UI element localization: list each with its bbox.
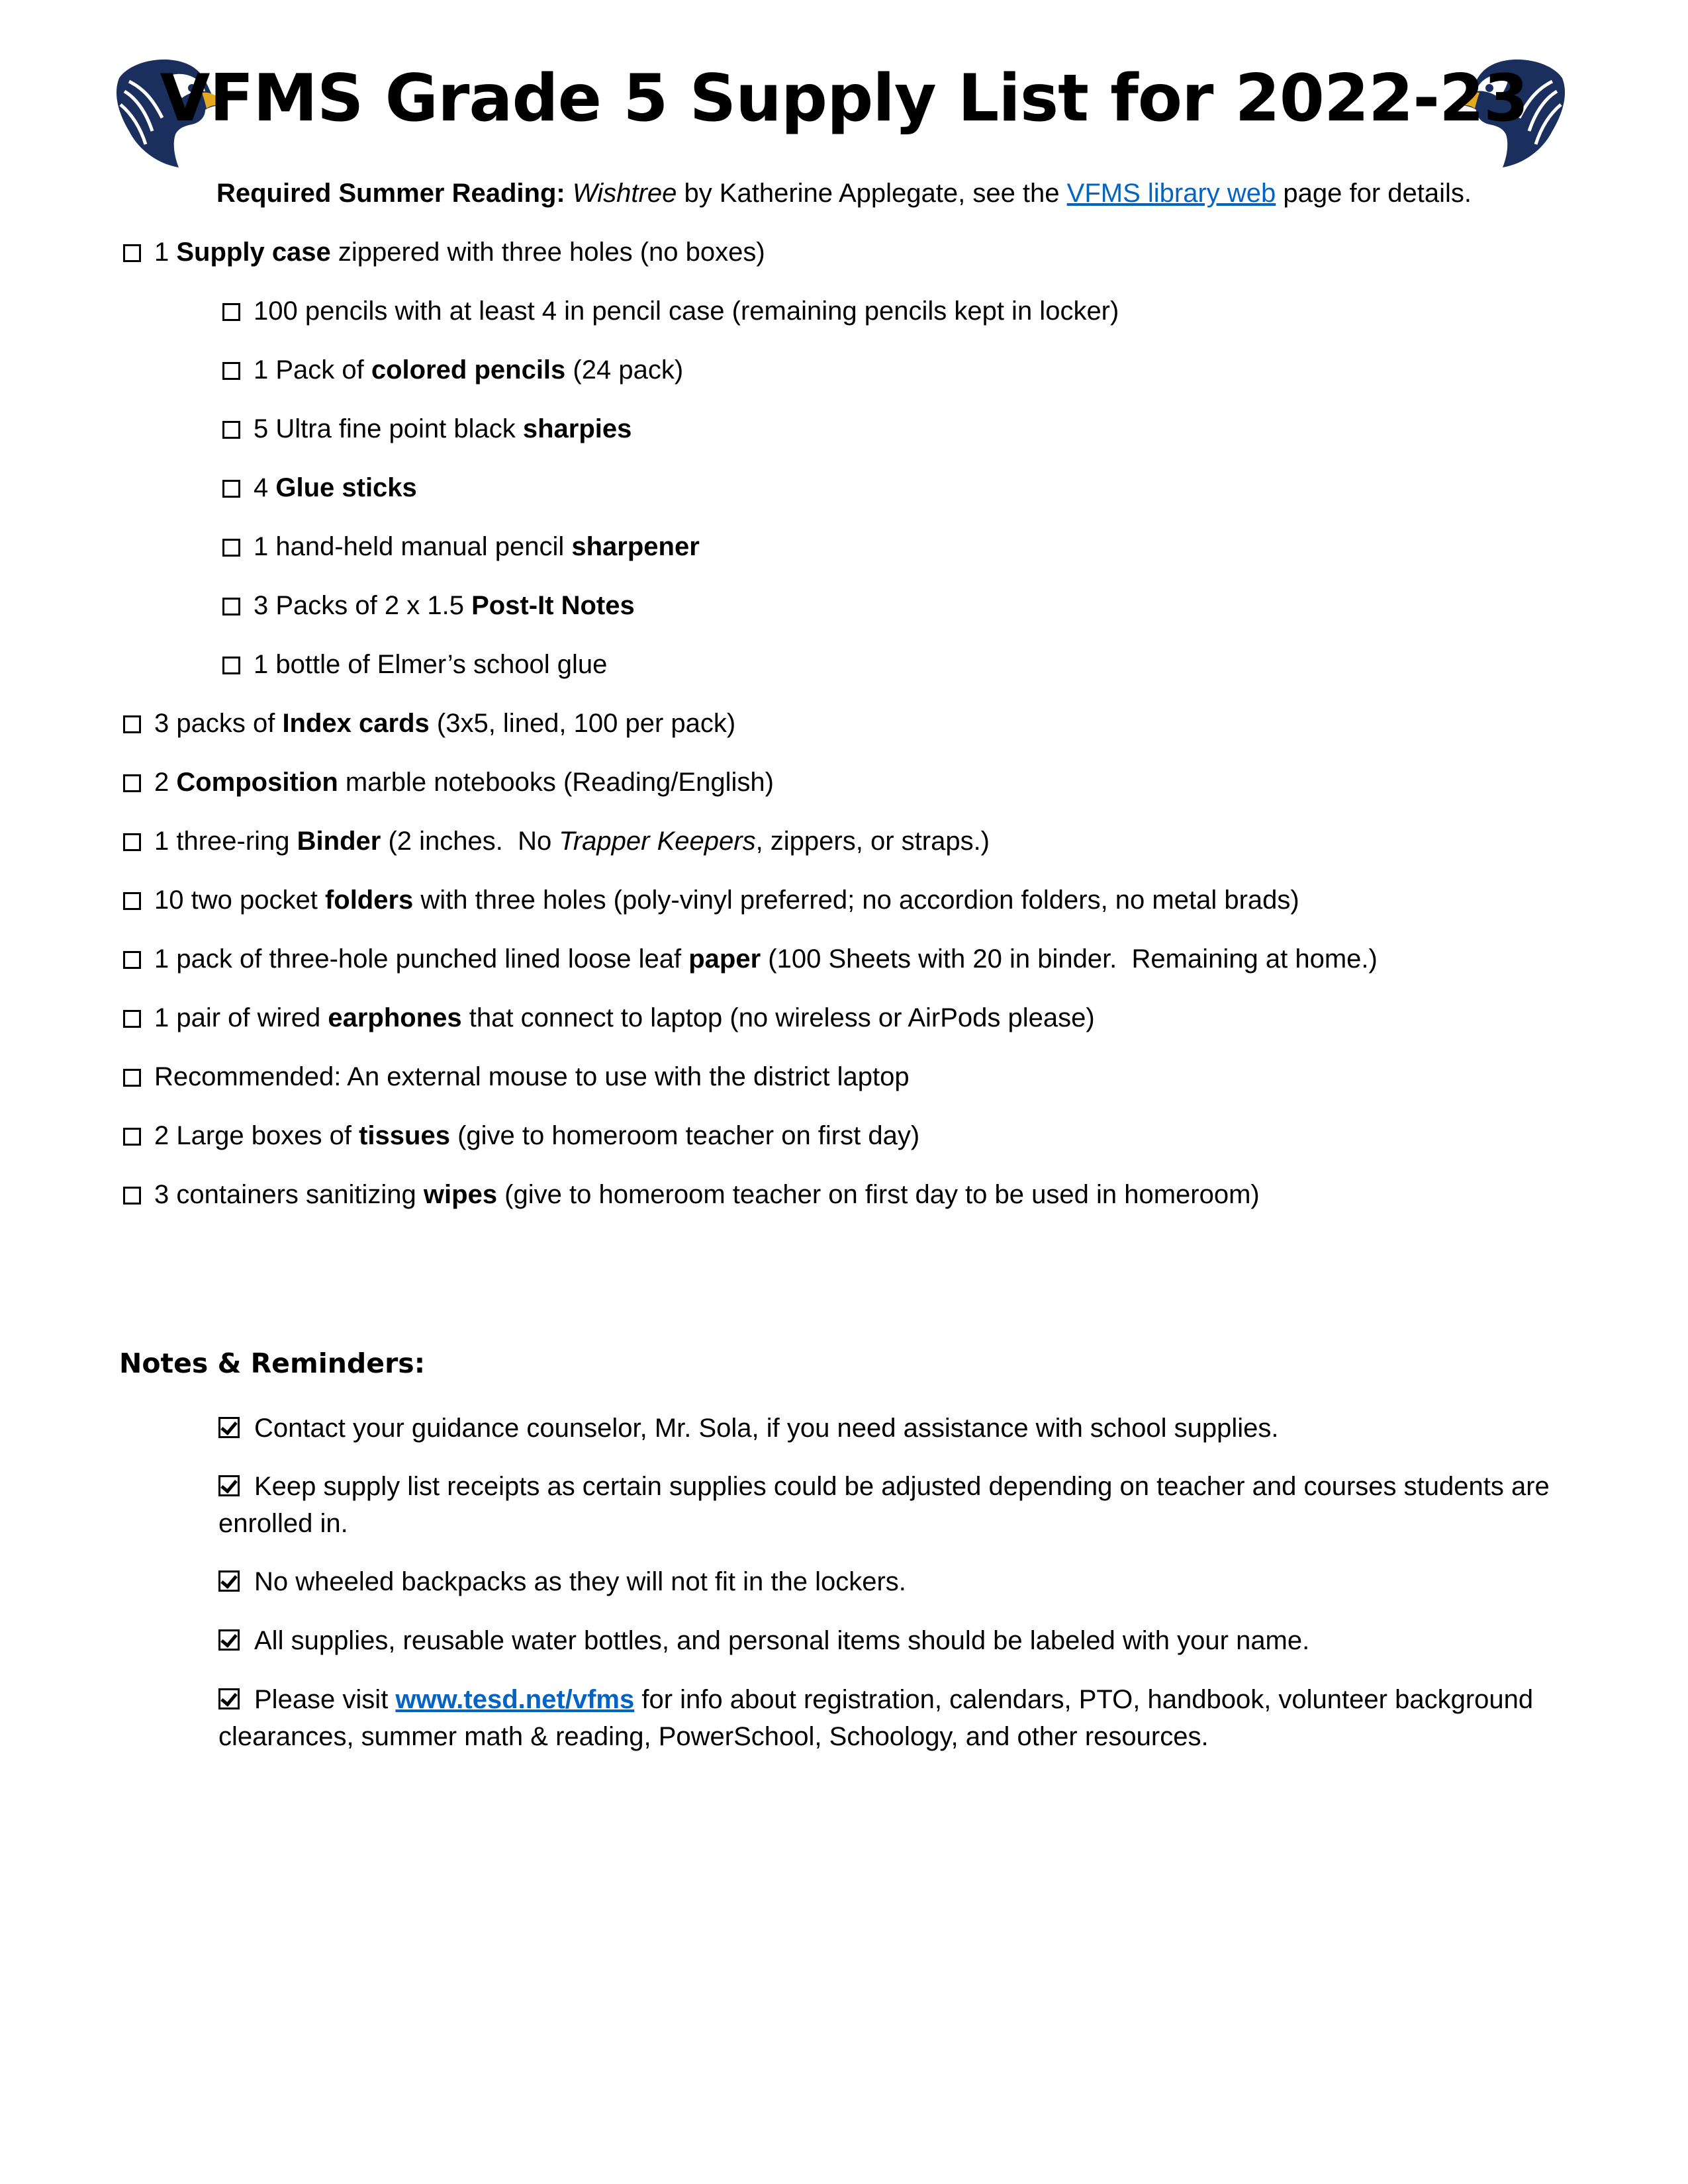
item-text: 3 packs of <box>154 709 283 738</box>
checkbox[interactable] <box>123 715 141 733</box>
list-item-wipes <box>123 1177 1260 1212</box>
list-item-composition <box>123 765 774 799</box>
item-bold: folders <box>324 886 414 915</box>
checkbox[interactable] <box>222 598 240 615</box>
checkbox[interactable] <box>222 480 240 498</box>
list-item-binder <box>123 824 990 858</box>
list-item-supply-case <box>123 235 765 269</box>
note-backpacks <box>218 1563 1575 1600</box>
list-item-elmers-glue <box>222 647 607 682</box>
checkbox[interactable] <box>123 244 141 262</box>
item-text: marble notebooks (Reading/English) <box>338 768 774 797</box>
item-bold: earphones <box>328 1003 462 1032</box>
list-item-earphones <box>123 1001 1095 1035</box>
checkbox[interactable] <box>123 1069 141 1087</box>
list-item-mouse <box>123 1060 910 1094</box>
list-item-sharpies <box>222 412 632 446</box>
checked-box-icon <box>218 1570 240 1592</box>
checkbox[interactable] <box>123 892 141 910</box>
item-text: 1 pack of three-hole punched lined loose leaf <box>154 944 689 974</box>
item-text: that connect to laptop (no wireless or AirPods please) <box>461 1003 1095 1032</box>
list-item-glue-sticks <box>222 471 417 505</box>
checkbox[interactable] <box>222 657 240 674</box>
item-bold: Binder <box>297 827 381 856</box>
summer-reading-text: by Katherine Applegate, see the <box>677 179 1067 208</box>
item-text: (give to homeroom teacher on first day) <box>449 1121 920 1150</box>
checked-box-icon <box>218 1417 240 1438</box>
note-visit <box>218 1681 1575 1755</box>
checked-box-icon <box>218 1475 240 1496</box>
item-text: 4 <box>254 473 276 502</box>
summer-reading <box>0 176 1688 210</box>
note-text: No wheeled backpacks as they will not fit in the lockers. <box>254 1567 906 1596</box>
item-text: 3 containers sanitizing <box>154 1180 424 1209</box>
item-text: 100 pencils with at least 4 in pencil case (remaining pencils kept in locker) <box>254 296 1119 326</box>
tesd-link[interactable]: www.tesd.net/vfms <box>395 1685 635 1714</box>
summer-reading-book: Wishtree <box>572 179 677 208</box>
summer-reading-text-end: page for details. <box>1276 179 1472 208</box>
note-labels <box>218 1622 1575 1659</box>
item-text: 5 Ultra fine point black <box>254 414 523 443</box>
item-bold: Composition <box>176 768 338 797</box>
item-bold: Index cards <box>282 709 430 738</box>
list-item-colored-pencils <box>222 353 683 387</box>
checkbox[interactable] <box>123 1128 141 1146</box>
item-text: zippered with three holes (no boxes) <box>330 238 765 267</box>
item-text: (3x5, lined, 100 per pack) <box>429 709 736 738</box>
checkbox[interactable] <box>123 833 141 851</box>
list-item-paper <box>123 942 1378 976</box>
item-text: 1 pair of wired <box>154 1003 328 1032</box>
item-text: (24 pack) <box>565 355 684 385</box>
item-bold: Post-It Notes <box>471 591 635 620</box>
item-text: (100 Sheets with 20 in binder. Remaining at home.) <box>761 944 1378 974</box>
item-text: (give to homeroom teacher on first day to be used in homeroom) <box>497 1180 1260 1209</box>
list-item-folders <box>123 883 1299 917</box>
item-bold: colored pencils <box>371 355 566 385</box>
item-bold: sharpener <box>571 532 700 561</box>
list-item-pencils <box>222 294 1119 328</box>
item-text: 10 two pocket <box>154 886 325 915</box>
library-link[interactable]: VFMS library web <box>1066 179 1276 208</box>
item-text: 3 Packs of 2 x 1.5 <box>254 591 472 620</box>
item-text: 2 Large boxes of <box>154 1121 359 1150</box>
item-bold: Supply case <box>176 238 331 267</box>
checkbox[interactable] <box>222 539 240 557</box>
item-text: with three holes (poly-vinyl preferred; no accordion folders, no metal brads) <box>413 886 1299 915</box>
item-text: 1 Pack of <box>254 355 371 385</box>
checkbox[interactable] <box>222 362 240 380</box>
checkbox[interactable] <box>123 1187 141 1205</box>
item-text: 1 <box>154 238 177 267</box>
checked-box-icon <box>218 1688 240 1709</box>
note-text: All supplies, reusable water bottles, and personal items should be labeled with your name. <box>254 1626 1310 1655</box>
item-text: 1 three-ring <box>154 827 297 856</box>
item-text: , zippers, or straps.) <box>755 827 990 856</box>
checkbox[interactable] <box>222 421 240 439</box>
summer-reading-label: Required Summer Reading: <box>216 179 565 208</box>
list-item-sharpener <box>222 529 700 564</box>
item-text: (2 inches. No <box>381 827 559 856</box>
item-bold: Glue sticks <box>275 473 417 502</box>
item-text: Recommended: An external mouse to use with the district laptop <box>154 1062 910 1091</box>
note-text: for info about registration, calendars, PTO, handbook, volunteer background clearances, summer math & reading, PowerSchool, Schoology, and other resources. <box>218 1685 1534 1751</box>
checkbox[interactable] <box>123 774 141 792</box>
checkbox[interactable] <box>123 1010 141 1028</box>
checked-box-icon <box>218 1629 240 1651</box>
note-text: Keep supply list receipts as certain supplies could be adjusted depending on teacher and courses students are enrolled in. <box>218 1472 1550 1538</box>
item-italic: Trapper Keepers <box>559 827 756 856</box>
item-bold: wipes <box>423 1180 498 1209</box>
note-text: Contact your guidance counselor, Mr. Sola, if you need assistance with school supplies. <box>254 1414 1279 1443</box>
list-item-post-it <box>222 588 635 623</box>
list-item-tissues <box>123 1118 919 1153</box>
checkbox[interactable] <box>222 303 240 321</box>
list-item-index-cards <box>123 706 735 741</box>
item-bold: tissues <box>359 1121 450 1150</box>
note-text: Please visit <box>254 1685 396 1714</box>
item-text: 2 <box>154 768 177 797</box>
page-title: VFMS Grade 5 Supply List for 2022-23 <box>160 61 1528 136</box>
item-bold: paper <box>688 944 761 974</box>
item-text: 1 bottle of Elmer’s school glue <box>254 650 608 679</box>
note-counselor <box>218 1410 1575 1447</box>
item-text: 1 hand-held manual pencil <box>254 532 572 561</box>
item-bold: sharpies <box>522 414 632 443</box>
note-receipts <box>218 1468 1575 1542</box>
checkbox[interactable] <box>123 951 141 969</box>
notes-heading: Notes & Reminders: <box>119 1347 426 1379</box>
